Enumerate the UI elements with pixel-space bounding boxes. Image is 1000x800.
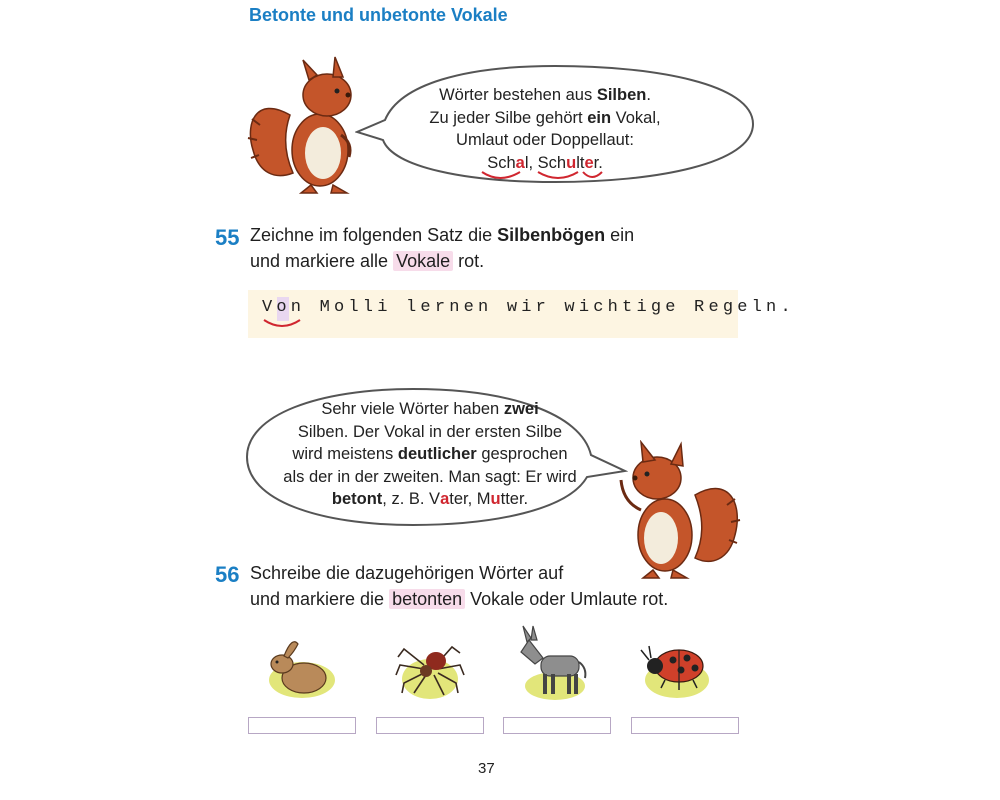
page-number: 37 [478,760,495,777]
speech-bubble-2-text: Sehr viele Wörter haben zwei Silben. Der Vokal in der ersten Silbe wird meistens deutlicher gesprochen als der in der zweiten. Man sagt: Er wird betont, z. B. Vater, Mutter. [283,400,577,508]
syllable-arcs-example [480,170,610,182]
task-number-55: 55 [215,225,240,250]
spider-icon [392,635,467,703]
syllable-arc-sample [262,318,307,330]
answer-field-spider[interactable] [376,717,484,734]
task-56-instruction: Schreibe die dazugehörigen Wörter auf und markiere die betonten Vokale oder Umlaute rot. [250,563,669,609]
page-title: Betonte und unbetonte Vokale [249,5,508,25]
answer-field-donkey[interactable] [503,717,611,734]
squirrel-icon [615,440,745,580]
answer-field-ladybug[interactable] [631,717,739,734]
speech-bubble-1-text: Wörter bestehen aus Silben. Zu jeder Silbe gehört ein Vokal, Umlaut oder Doppellaut: Schal, Schulter. [380,84,710,174]
task-number-56: 56 [215,562,240,587]
donkey-icon [513,622,593,702]
rabbit-icon [262,630,337,700]
ladybug-icon [635,638,715,700]
exercise-sentence: Von Molli lernen wir wichtige Regeln. [262,298,795,317]
task-55-instruction: Zeichne im folgenden Satz die Silbenbögen ein und markiere alle Vokale rot. [250,225,635,271]
example-words: Schal, Schulter. [487,153,603,172]
squirrel-icon [245,55,360,195]
answer-field-rabbit[interactable] [248,717,356,734]
